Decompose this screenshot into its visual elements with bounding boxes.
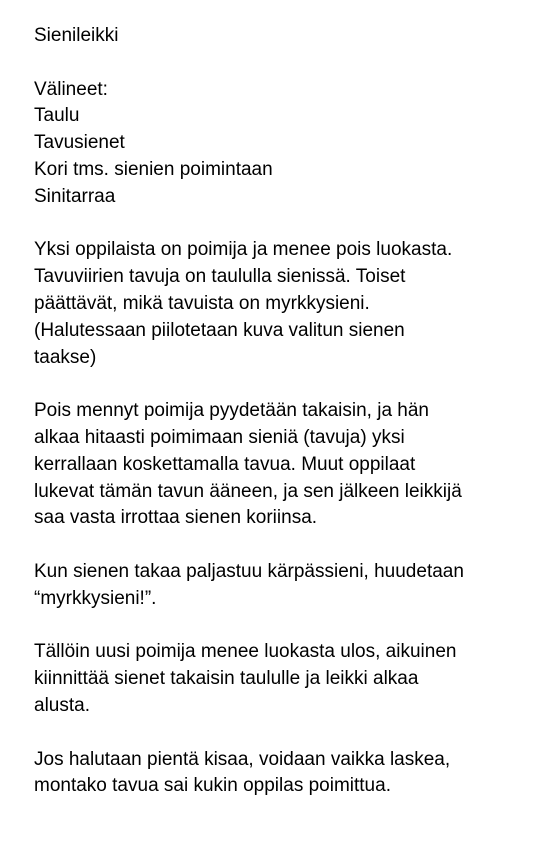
paragraph-line: saa vasta irrottaa sienen koriinsa. [34,507,318,529]
document-body [34,23,514,800]
spacer [34,613,514,640]
paragraph-restart [34,639,514,719]
spacer [34,211,514,238]
paragraph-line: alkaa hitaasti poimimaan sieniä (tavuja) yksi [34,426,405,448]
equipment-item: Taulu [34,105,80,127]
paragraph-poison [34,559,514,613]
paragraph-line: (Halutessaan piilotetaan kuva valitun sienen [34,319,405,341]
paragraph-line: “myrkkysieni!”. [34,587,157,609]
paragraph-instructions [34,237,514,371]
paragraph-line: alusta. [34,694,90,716]
document-title: Sienileikki [34,25,119,46]
paragraph-line: Tavuviirien tavuja on taululla sienissä. Toiset [34,266,406,288]
spacer [34,371,514,398]
paragraph-line: kerrallaan koskettamalla tavua. Muut oppilaat [34,453,416,475]
paragraph-line: lukevat tämän tavun ääneen, ja sen jälkeen leikkijä [34,480,462,502]
equipment-item: Kori tms. sienien poimintaan [34,158,273,180]
paragraph-line: taakse) [34,346,97,368]
equipment-heading: Välineet: [34,78,108,100]
paragraph-line: Yksi oppilaista on poimija ja menee pois luokasta. [34,239,453,261]
equipment-section [34,77,514,211]
paragraph-line: Pois mennyt poimija pyydetään takaisin, ja hän [34,400,430,422]
paragraph-picking [34,398,514,532]
equipment-item: Tavusienet [34,132,125,154]
spacer [34,50,514,77]
spacer [34,532,514,559]
paragraph-line: kiinnittää sienet takaisin taululle ja leikki alkaa [34,668,419,690]
paragraph-line: Jos halutaan pientä kisaa, voidaan vaikka laskea, [34,748,451,770]
paragraph-line: montako tavua sai kukin oppilas poimittua. [34,775,391,797]
paragraph-line: päättävät, mikä tavuista on myrkkysieni. [34,292,370,314]
paragraph-competition [34,747,514,801]
paragraph-line: Tällöin uusi poimija menee luokasta ulos, aikuinen [34,641,457,663]
paragraph-line: Kun sienen takaa paljastuu kärpässieni, huudetaan [34,560,464,582]
spacer [34,720,514,747]
equipment-item: Sinitarraa [34,185,116,207]
